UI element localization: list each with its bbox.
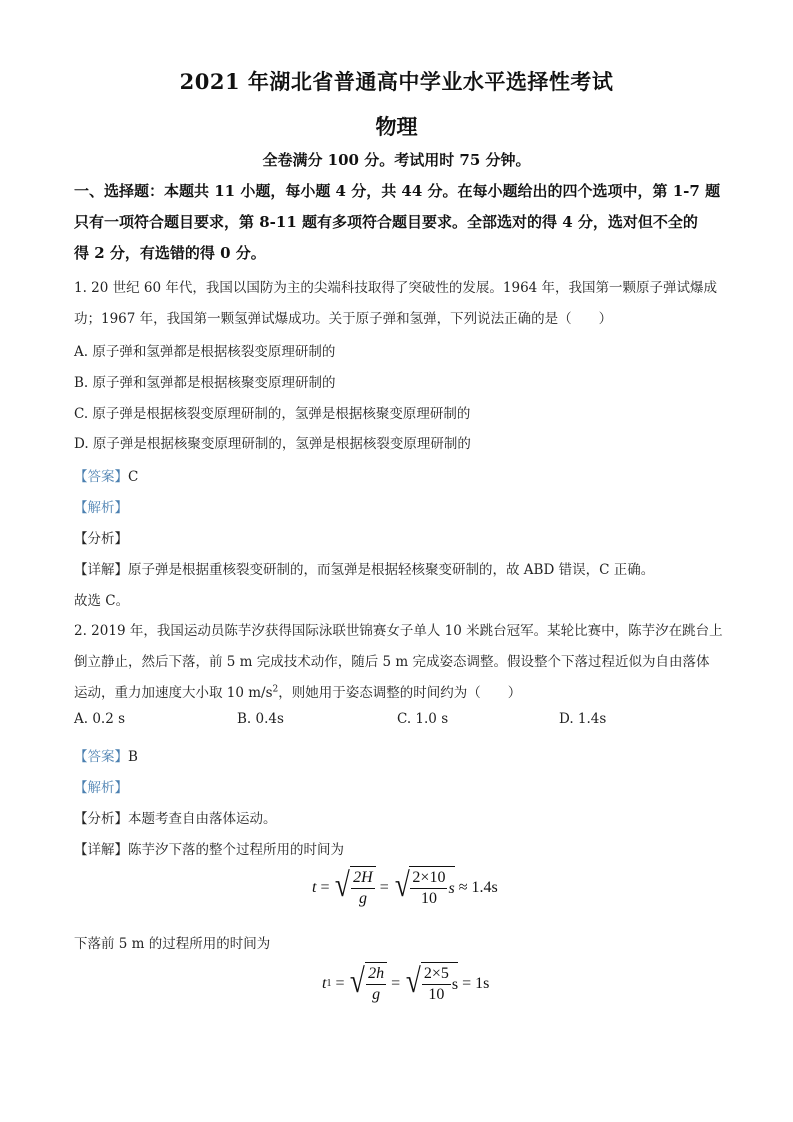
fenxi-label: 【分析】	[74, 531, 128, 547]
answer-value: C	[128, 469, 139, 485]
q1-option-c: C. 原子弹是根据核裂变原理研制的，氢弹是根据核聚变原理研制的	[74, 406, 471, 422]
q1-conclusion: 故选 C。	[74, 593, 130, 609]
detail-label: 【详解】	[74, 562, 128, 578]
q1-option-b: B. 原子弹和氢弹都是根据核聚变原理研制的	[74, 375, 336, 391]
q1-analysis-label: 【解析】	[74, 500, 128, 516]
q2-detail	[74, 838, 344, 858]
sqrt-symbol: √ $\frac{2\times 10}{10}$ s	[394, 867, 455, 907]
q2-between-text: 下落前 5 m 的过程所用的时间为	[74, 936, 271, 952]
section-line: 得 2 分，有选错的得 0 分。	[74, 244, 266, 262]
q2-stem-line: 2. 2019 年，我国运动员陈芋汐获得国际泳联世锦赛女子单人 10 米跳台冠军。某轮比赛中，陈芋汐在跳台上	[74, 623, 723, 639]
answer-value: B	[128, 749, 138, 765]
section-line: 只有一项符合题目要求，第 8-11 题有多项符合题目要求。全部选对的得 4 分，选对但不全的	[74, 213, 698, 231]
answer-label: 【答案】	[74, 749, 128, 765]
detail-text: 原子弹是根据重核裂变研制的，而氢弹是根据轻核聚变研制的，故 ABD 错误，C 正确。	[128, 562, 655, 578]
q1-option-a: A. 原子弹和氢弹都是根据核裂变原理研制的	[74, 344, 336, 360]
q1-stem-line: 1. 20 世纪 60 年代，我国以国防为主的尖端科技取得了突破性的发展。1964 年，我国第一颗原子弹试爆成	[74, 280, 718, 296]
formula-total-time: t = √ $\frac{2H}{g}$ = √ $\frac{2\times 10}{10}$ s ≈ 1.4s	[312, 867, 498, 907]
q2-fenxi	[74, 807, 277, 827]
section-instructions	[74, 176, 724, 269]
q2-option-a: A. 0.2 s	[74, 711, 126, 727]
q2-stem-line: 运动，重力加速度大小取 10 $m/s^2$，则她用于姿态调整的时间约为（ ）	[74, 684, 522, 701]
fenxi-label: 【分析】	[74, 811, 128, 827]
section-line: 一、选择题：本题共 11 小题，每小题 4 分，共 44 分。在每小题给出的四个选项中，第 1-7 题	[74, 182, 721, 200]
exam-title: 2021 年湖北省普通高中学业水平选择性考试	[179, 69, 614, 94]
q1-option-d: D. 原子弹是根据核聚变原理研制的，氢弹是根据核裂变原理研制的	[74, 436, 471, 452]
q2-option-b: B. 0.4s	[237, 711, 284, 727]
fenxi-text: 本题考查自由落体运动。	[128, 811, 277, 827]
exam-info: 全卷满分 100 分。考试用时 75 分钟。	[262, 151, 531, 169]
sqrt-symbol: √ $\frac{2H}{g}$	[333, 866, 375, 909]
q2-stem-line: 倒立静止，然后下落，前 5 m 完成技术动作，随后 5 m 完成姿态调整。假设整个下落过程近似为自由落体	[74, 654, 710, 670]
q1-stem-line: 功；1967 年，我国第一颗氢弹试爆成功。关于原子弹和氢弹，下列说法正确的是（ ）	[74, 311, 613, 327]
formula-first-5m-time: t 1 = √ $\frac{2h}{g}$ = √ $\frac{2\times 5}{10}$ s = 1s	[322, 963, 490, 1003]
q2-option-c: C. 1.0 s	[397, 711, 449, 727]
detail-label: 【详解】	[74, 842, 128, 858]
q1-detail	[74, 558, 654, 578]
sqrt-symbol: √ $\frac{2h}{g}$	[348, 962, 387, 1005]
q1-fenxi	[74, 527, 128, 547]
q1-answer	[74, 465, 138, 485]
subject-title: 物理	[375, 114, 418, 139]
detail-text: 陈芋汐下落的整个过程所用的时间为	[128, 842, 344, 858]
sqrt-symbol: √ $\frac{2\times 5}{10}$ s	[406, 963, 459, 1003]
q2-analysis-label: 【解析】	[74, 780, 128, 796]
q2-option-d: D. 1.4s	[559, 711, 607, 727]
answer-label: 【答案】	[74, 469, 128, 485]
q2-answer	[74, 745, 138, 765]
